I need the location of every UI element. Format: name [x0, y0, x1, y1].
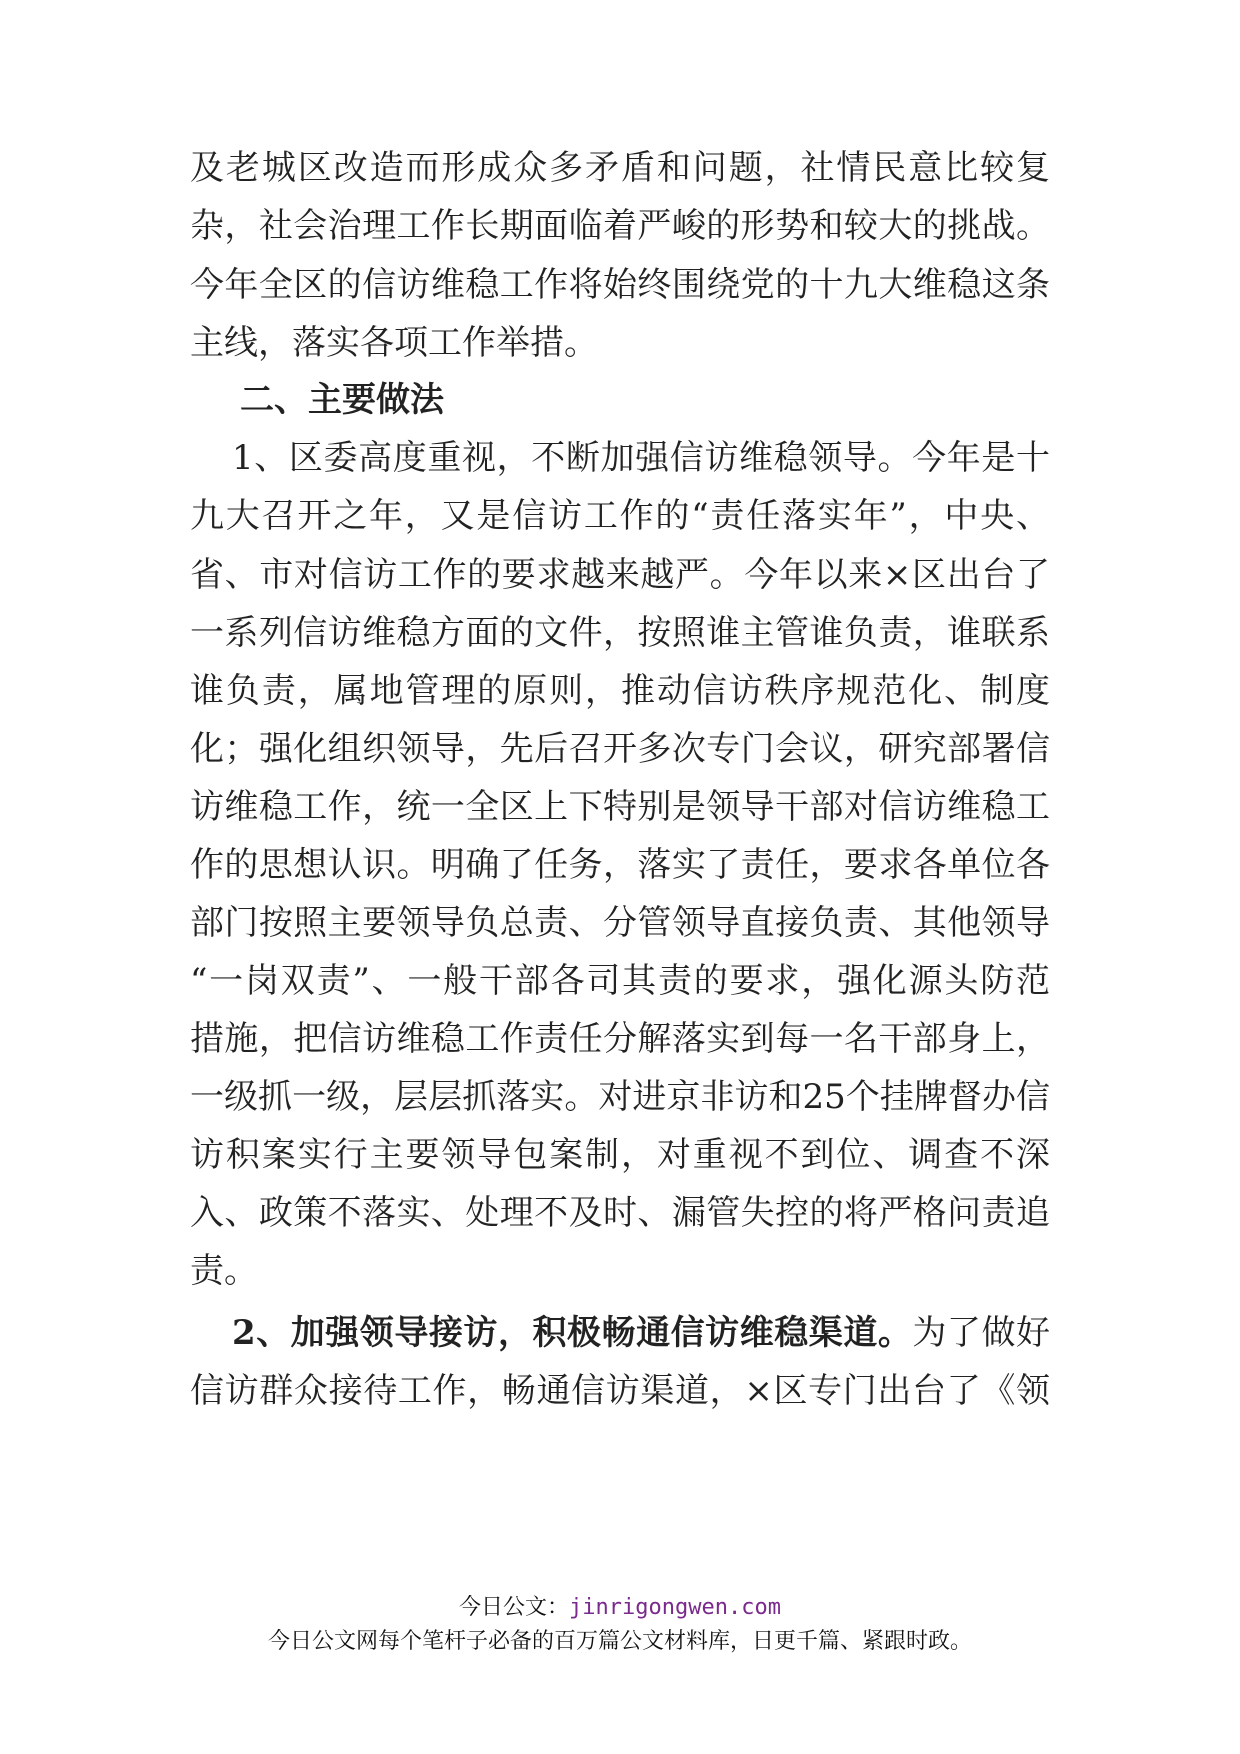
body-text-line: 及老城区改造而形成众多矛盾和问题，社情民意比较复 [190, 148, 1050, 188]
item2-first-line [232, 1313, 1050, 1353]
body-text-line: 入、政策不落实、处理不及时、漏管失控的将严格问责追 [190, 1193, 1050, 1233]
body-text-line: 访维稳工作，统一全区上下特别是领导干部对信访维稳工 [190, 787, 1050, 827]
body-text-line: 信访群众接待工作，畅通信访渠道，×区专门出台了《领 [190, 1371, 1050, 1411]
body-text-line: 部门按照主要领导负总责、分管领导直接负责、其他领导 [190, 903, 1050, 943]
item2-title: 2、加强领导接访，积极畅通信访维稳渠道。 [232, 1313, 913, 1353]
item1-title: 1、区委高度重视，不断加强信访维稳领导。 [232, 438, 913, 478]
section-heading: 二、主要做法 [240, 380, 444, 420]
body-text-line: “一岗双责”、一般干部各司其责的要求，强化源头防范 [190, 961, 1050, 1001]
body-text-line: 措施，把信访维稳工作责任分解落实到每一名干部身上， [190, 1019, 1050, 1059]
body-text-line: 九大召开之年，又是信访工作的“责任落实年”，中央、 [190, 496, 1050, 536]
item2-first-line-rest: 为了做好 [912, 1313, 1051, 1353]
footer-site-label: 今日公文： [459, 1595, 570, 1620]
body-text-line: 化；强化组织领导，先后召开多次专门会议，研究部署信 [190, 729, 1050, 769]
body-text-line: 谁负责，属地管理的原则，推动信访秩序规范化、制度 [190, 671, 1050, 711]
body-text-line: 访积案实行主要领导包案制，对重视不到位、调查不深 [190, 1135, 1050, 1175]
footer-site-link[interactable] [0, 1594, 1240, 1622]
item1-first-line-rest: 今年是十 [912, 438, 1050, 478]
footer-site-url[interactable]: jinrigongwen.com [569, 1595, 781, 1620]
footer-tagline: 今日公文网每个笔杆子必备的百万篇公文材料库，日更千篇、紧跟时政。 [267, 1629, 972, 1654]
body-text-line: 杂，社会治理工作长期面临着严峻的形势和较大的挑战。 [190, 206, 1050, 246]
body-text-line: 责。 [190, 1251, 258, 1291]
item1-first-line [232, 438, 1050, 478]
body-text-line: 作的思想认识。明确了任务，落实了责任，要求各单位各 [190, 845, 1050, 885]
body-text-line: 一级抓一级，层层抓落实。对进京非访和25个挂牌督办信 [190, 1077, 1050, 1117]
body-text-line: 主线，落实各项工作举措。 [190, 323, 598, 363]
body-text-line: 今年全区的信访维稳工作将始终围绕党的十九大维稳这条 [190, 265, 1050, 305]
body-text-line: 一系列信访维稳方面的文件，按照谁主管谁负责，谁联系 [190, 613, 1050, 653]
body-text-line: 省、市对信访工作的要求越来越严。今年以来×区出台了 [190, 555, 1050, 595]
